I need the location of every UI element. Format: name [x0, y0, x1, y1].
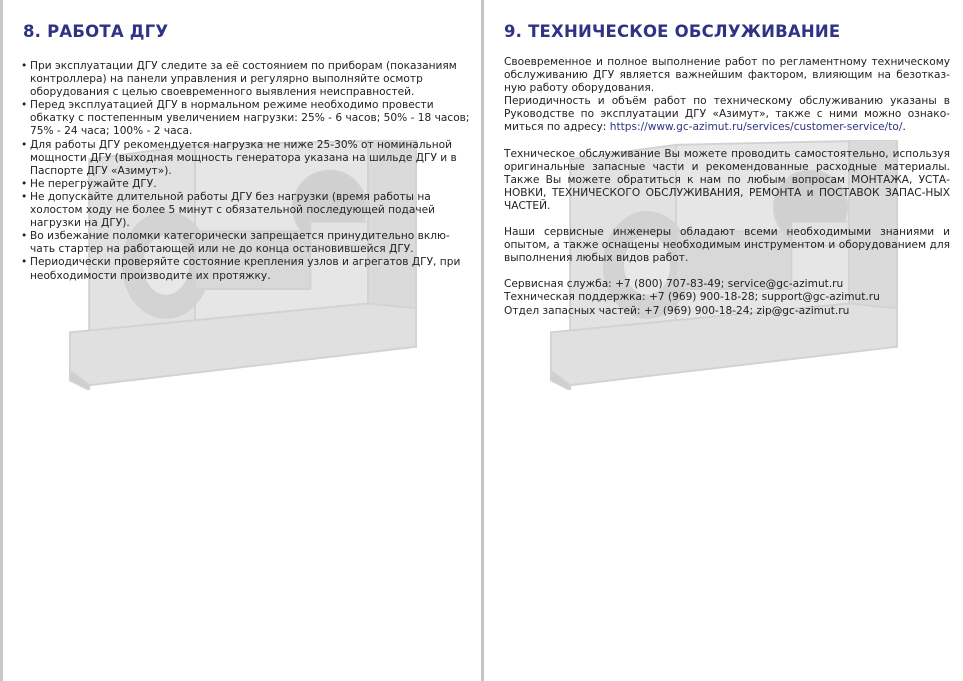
list-item	[21, 139, 471, 178]
page-9	[484, 0, 963, 681]
rules-list	[21, 60, 471, 283]
list-item	[21, 230, 471, 256]
schedule-paragraph	[504, 95, 950, 134]
spacer	[504, 135, 950, 148]
page-8	[3, 0, 481, 681]
maintenance-text	[504, 56, 950, 318]
list-item-text: Для работы ДГУ рекомендуется нагрузка не ниже 25-30% от номинальной мощности ДГУ (выходная мощность генератора указана на шильде ДГУ и в Паспорте ДГУ «Азимут»).	[30, 138, 457, 177]
spacer	[504, 265, 950, 278]
list-item	[21, 99, 471, 138]
list-item	[21, 191, 471, 230]
list-item-text: Периодически проверяйте состояние крепления узлов и агрегатов ДГУ, при необходимости производите их протяжку.	[30, 256, 461, 282]
self-service-paragraph: Техническое обслуживание Вы можете проводить самостоятельно, используя оригинальные запасные части и рекомендованные расходные материалы. Также Вы можете обратиться к нам по любым вопросам МОНТАЖА, УСТА-НОВКИ, ТЕХНИЧЕСКОГО ОБСЛУЖИВАНИЯ, РЕМОНТА и ПОСТАВОК ЗАПАС-НЫХ ЧАСТЕЙ.	[504, 147, 950, 212]
section-heading: 8. РАБОТА ДГУ	[23, 22, 169, 41]
bullet-icon: •	[21, 190, 28, 203]
section-heading: 9. ТЕХНИЧЕСКОЕ ОБСЛУЖИВАНИЕ	[504, 22, 841, 41]
list-item-text: Не перегружайте ДГУ.	[30, 177, 157, 190]
bullet-icon: •	[21, 177, 28, 190]
schedule-text: Периодичность и объём работ по техническому обслуживанию указаны в Руководстве по эксплуатации ДГУ «Азимут», также с ними можно ознако-миться по адресу:	[504, 95, 950, 134]
list-item-text: Не допускайте длительной работы ДГУ без нагрузки (время работы на холостом ходу не более 5 минут с обязательной последующей подачей нагрузки на ДГУ).	[30, 190, 436, 230]
bullet-icon: •	[21, 138, 28, 151]
bullet-icon: •	[21, 230, 28, 243]
list-item	[21, 178, 471, 191]
bullet-icon: •	[21, 99, 28, 112]
spacer	[504, 213, 950, 226]
contact-parts: Отдел запасных частей: +7 (969) 900-18-24; zip@gc-azimut.ru	[504, 304, 850, 317]
contact-service: Сервисная служба: +7 (800) 707-83-49; service@gc-azimut.ru	[504, 278, 844, 291]
operation-rules	[21, 60, 471, 283]
list-item-text: Перед эксплуатацией ДГУ в нормальном режиме необходимо провести обкатку с постепенным увеличением нагрузки: 25% - 6 часов; 50% - 18 часов; 75% - 24 часа; 100% - 2 часа.	[30, 99, 470, 138]
bullet-icon: •	[21, 60, 28, 72]
list-item	[21, 256, 471, 282]
schedule-end: .	[902, 121, 906, 134]
list-item-text: При эксплуатации ДГУ следите за её состоянием по приборам (показаниям контроллера) на панели управления и регулярно выполняйте осмотр оборудования с целью своевременного выявления неисправностей.	[30, 60, 457, 99]
bullet-icon: •	[21, 256, 28, 269]
maintenance-link[interactable]: https://www.gc-azimut.ru/services/customer-service/to/	[609, 121, 903, 134]
intro-paragraph: Своевременное и полное выполнение работ по регламентному техническому обслуживанию ДГУ является важнейшим фактором, влияющим на безотказ-ную работу оборудования.	[504, 56, 950, 95]
contact-support: Техническая поддержка: +7 (969) 900-18-28; support@gc-azimut.ru	[504, 291, 880, 304]
contacts-block	[504, 278, 950, 317]
list-item-text: Во избежание поломки категорически запрещается принудительно вклю-чать стартер на работающей или не до конца остановившейся ДГУ.	[30, 230, 450, 256]
list-item	[21, 60, 471, 99]
engineers-paragraph: Наши сервисные инженеры обладают всеми необходимыми знаниями и опытом, а также оснащены необходимым инструментом и оборудованием для выполнения любых видов работ.	[504, 226, 950, 265]
